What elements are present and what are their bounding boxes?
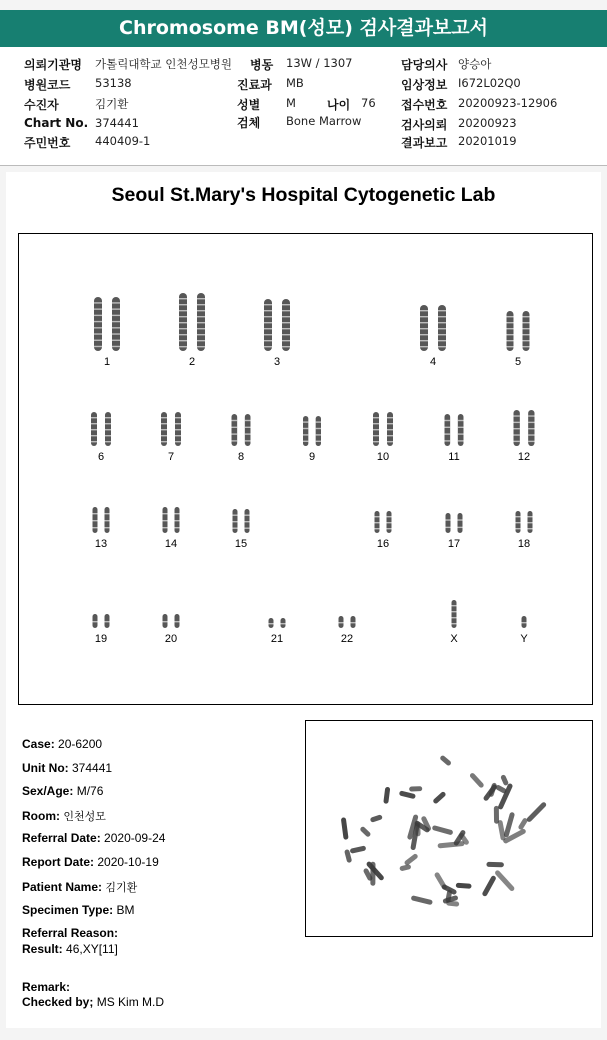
chromosome-label-2: 2 bbox=[188, 356, 196, 368]
chromosome-label-5: 5 bbox=[514, 356, 522, 368]
clinical-info-value: I672L02Q0 bbox=[458, 76, 521, 90]
chromosome-label-17: 17 bbox=[447, 538, 461, 550]
receipt-no-value: 20200923-12906 bbox=[458, 96, 558, 110]
metaphase-chromosome bbox=[350, 845, 367, 853]
hospital-value: 가톨릭대학교 인천성모병원 bbox=[95, 57, 232, 71]
metaphase-chromosome bbox=[517, 817, 528, 830]
chromosome-label-14: 14 bbox=[164, 538, 178, 550]
case-row bbox=[22, 737, 102, 751]
chromosome-pair-9 bbox=[297, 415, 327, 447]
metaphase-chromosome bbox=[359, 826, 371, 838]
chromosome-label-16: 16 bbox=[376, 538, 390, 550]
referral-date-value: 2020-09-24 bbox=[104, 831, 166, 845]
metaphase-chromosome bbox=[495, 784, 508, 794]
chromosome-label-6: 6 bbox=[97, 451, 105, 463]
chromosome-pair-17 bbox=[439, 512, 469, 534]
chromosome-pair-8 bbox=[226, 413, 256, 447]
chromosome-label-11: 11 bbox=[448, 451, 460, 463]
chromosome-pair-12 bbox=[509, 409, 539, 447]
metaphase-chromosome bbox=[503, 812, 515, 838]
metaphase-chromosome bbox=[341, 817, 349, 840]
report-date-label: 결과보고 bbox=[401, 136, 448, 150]
lab-title: Seoul St.Mary's Hospital Cytogenetic Lab bbox=[111, 184, 496, 206]
patient-value: 김기환 bbox=[95, 97, 129, 111]
chromosome-label-20: 20 bbox=[164, 633, 178, 645]
specimen-label: 검체 bbox=[237, 116, 261, 130]
chromosome-label-X: X bbox=[450, 633, 458, 645]
chromosome-label-Y: Y bbox=[520, 633, 528, 645]
metaphase-chromosome bbox=[432, 825, 454, 835]
referral-reason-label: Referral Reason: bbox=[22, 926, 119, 940]
department-label: 진료과 bbox=[237, 78, 272, 92]
ward-label: 병동 bbox=[250, 58, 274, 72]
referral-date-row bbox=[22, 831, 165, 845]
metaphase-chromosome bbox=[370, 814, 383, 823]
chart-no-label: Chart No. bbox=[24, 116, 89, 130]
doctor-label: 담당의사 bbox=[401, 58, 448, 72]
report-date-value: 20201019 bbox=[458, 134, 517, 148]
result-value: 46,XY[11] bbox=[66, 942, 118, 956]
metaphase-chromosome bbox=[411, 895, 433, 905]
hospital-code-label: 병원코드 bbox=[24, 78, 71, 92]
chromosome-label-1: 1 bbox=[103, 356, 111, 368]
unit-no-label: Unit No: bbox=[22, 761, 69, 775]
chromosome-label-8: 8 bbox=[237, 451, 245, 463]
metaphase-chromosome bbox=[370, 862, 375, 886]
metaphase-chromosome bbox=[494, 869, 515, 892]
chromosome-pair-3 bbox=[262, 298, 292, 352]
result-row bbox=[22, 942, 118, 956]
metaphase-spread bbox=[306, 721, 592, 936]
metaphase-chromosome bbox=[469, 772, 485, 789]
chromosome-pair-18 bbox=[509, 510, 539, 534]
chromosome-pair-1 bbox=[92, 296, 122, 352]
report-date-row bbox=[22, 855, 159, 869]
hospital-label: 의뢰기관명 bbox=[24, 58, 82, 72]
patient-name-row bbox=[22, 879, 137, 895]
chromosome-label-18: 18 bbox=[517, 538, 531, 550]
specimen-type-label: Specimen Type: bbox=[22, 903, 114, 917]
remark-row bbox=[22, 980, 70, 994]
room-label: Room: bbox=[22, 809, 60, 823]
department-value: MB bbox=[286, 76, 304, 90]
metaphase-chromosome bbox=[486, 862, 504, 867]
chromosome-label-19: 19 bbox=[94, 633, 108, 645]
metaphase-chromosome bbox=[399, 790, 416, 799]
chromosome-pair-2 bbox=[177, 292, 207, 352]
unit-no-value: 374441 bbox=[72, 761, 113, 775]
id-no-value: 440409-1 bbox=[95, 134, 151, 148]
chart-no-value: 374441 bbox=[95, 116, 139, 130]
case-label: Case: bbox=[22, 737, 55, 751]
metaphase-chromosome bbox=[456, 883, 472, 889]
result-label: Result: bbox=[22, 942, 63, 956]
chromosome-label-21: 21 bbox=[270, 633, 284, 645]
metaphase-chromosome bbox=[383, 787, 390, 804]
chromosome-label-3: 3 bbox=[273, 356, 281, 368]
chromosome-pair-11 bbox=[439, 413, 469, 447]
chromosome-label-9: 9 bbox=[308, 451, 316, 463]
chromosome-pair-6 bbox=[86, 411, 116, 447]
checked-by-label: Checked by; bbox=[22, 995, 94, 1009]
chromosome-pair-Y bbox=[509, 615, 539, 629]
metaphase-chromosome bbox=[439, 755, 452, 767]
sex-age-label: Sex/Age: bbox=[22, 784, 74, 798]
receipt-no-label: 접수번호 bbox=[401, 98, 448, 112]
patient-name-value: 김기환 bbox=[105, 881, 138, 894]
specimen-value: Bone Marrow bbox=[286, 114, 362, 128]
karyogram bbox=[18, 233, 593, 705]
clinical-info-label: 임상정보 bbox=[401, 78, 448, 92]
chromosome-label-15: 15 bbox=[234, 538, 248, 550]
metaphase-chromosome bbox=[434, 872, 448, 891]
sex-age-value: M/76 bbox=[76, 784, 104, 798]
id-no-label: 주민번호 bbox=[24, 136, 71, 150]
report-date-detail-label: Report Date: bbox=[22, 855, 95, 869]
metaphase-chromosome bbox=[500, 774, 509, 786]
report-panel bbox=[6, 172, 601, 1028]
referral-date-label: Referral Date: bbox=[22, 831, 101, 845]
doctor-value: 양승아 bbox=[458, 57, 492, 71]
age-value: 76 bbox=[361, 96, 376, 110]
report-date-detail-value: 2020-10-19 bbox=[97, 855, 159, 869]
metaphase-chromosome bbox=[399, 864, 411, 871]
report-header bbox=[0, 47, 607, 166]
chromosome-pair-10 bbox=[368, 411, 398, 447]
room-value: 인천성모 bbox=[63, 810, 106, 823]
age-label: 나이 bbox=[327, 98, 351, 112]
ward-value: 13W / 1307 bbox=[286, 56, 353, 70]
chromosome-label-4: 4 bbox=[429, 356, 437, 368]
chromosome-pair-5 bbox=[503, 310, 533, 352]
hospital-code-value: 53138 bbox=[95, 76, 132, 90]
patient-label: 수진자 bbox=[24, 98, 59, 112]
chromosome-pair-22 bbox=[332, 615, 362, 629]
checked-by-row bbox=[22, 995, 164, 1009]
sex-value: M bbox=[286, 96, 296, 110]
chromosome-pair-X bbox=[439, 599, 469, 629]
chromosome-pair-19 bbox=[86, 613, 116, 629]
checked-by-value: MS Kim M.D bbox=[96, 995, 165, 1009]
specimen-type-row bbox=[22, 903, 134, 917]
unit-no-row bbox=[22, 761, 112, 775]
metaphase-chromosome bbox=[437, 841, 464, 849]
chromosome-pair-21 bbox=[262, 617, 292, 629]
chromosome-label-12: 12 bbox=[517, 451, 531, 463]
request-date-label: 검사의뢰 bbox=[401, 118, 448, 132]
case-value: 20-6200 bbox=[58, 737, 103, 751]
metaphase-chromosome bbox=[481, 875, 496, 897]
metaphase-chromosome bbox=[432, 791, 446, 805]
metaphase-chromosome bbox=[497, 820, 506, 841]
chromosome-label-10: 10 bbox=[376, 451, 390, 463]
request-date-value: 20200923 bbox=[458, 116, 517, 130]
metaphase-chromosome bbox=[526, 801, 547, 823]
metaphase-chromosome bbox=[404, 853, 419, 866]
chromosome-pair-20 bbox=[156, 613, 186, 629]
chromosome-label-22: 22 bbox=[340, 633, 354, 645]
chromosome-pair-13 bbox=[86, 506, 116, 534]
chromosome-label-7: 7 bbox=[167, 451, 175, 463]
chromosome-pair-15 bbox=[226, 508, 256, 534]
sex-label: 성별 bbox=[237, 98, 261, 112]
metaphase-image bbox=[305, 720, 593, 937]
chromosome-pair-4 bbox=[418, 304, 448, 352]
room-row bbox=[22, 808, 106, 824]
report-title: Chromosome BM(성모) 검사결과보고서 bbox=[0, 10, 607, 47]
chromosome-pair-14 bbox=[156, 506, 186, 534]
patient-name-label: Patient Name: bbox=[22, 880, 103, 894]
chromosome-label-13: 13 bbox=[94, 538, 108, 550]
specimen-type-value: BM bbox=[116, 903, 135, 917]
metaphase-chromosome bbox=[409, 786, 422, 792]
remark-label: Remark: bbox=[22, 980, 71, 994]
chromosome-pair-16 bbox=[368, 510, 398, 534]
sex-age-row bbox=[22, 784, 103, 798]
chromosome-pair-7 bbox=[156, 411, 186, 447]
metaphase-chromosome bbox=[483, 783, 498, 801]
referral-reason-row bbox=[22, 926, 118, 940]
